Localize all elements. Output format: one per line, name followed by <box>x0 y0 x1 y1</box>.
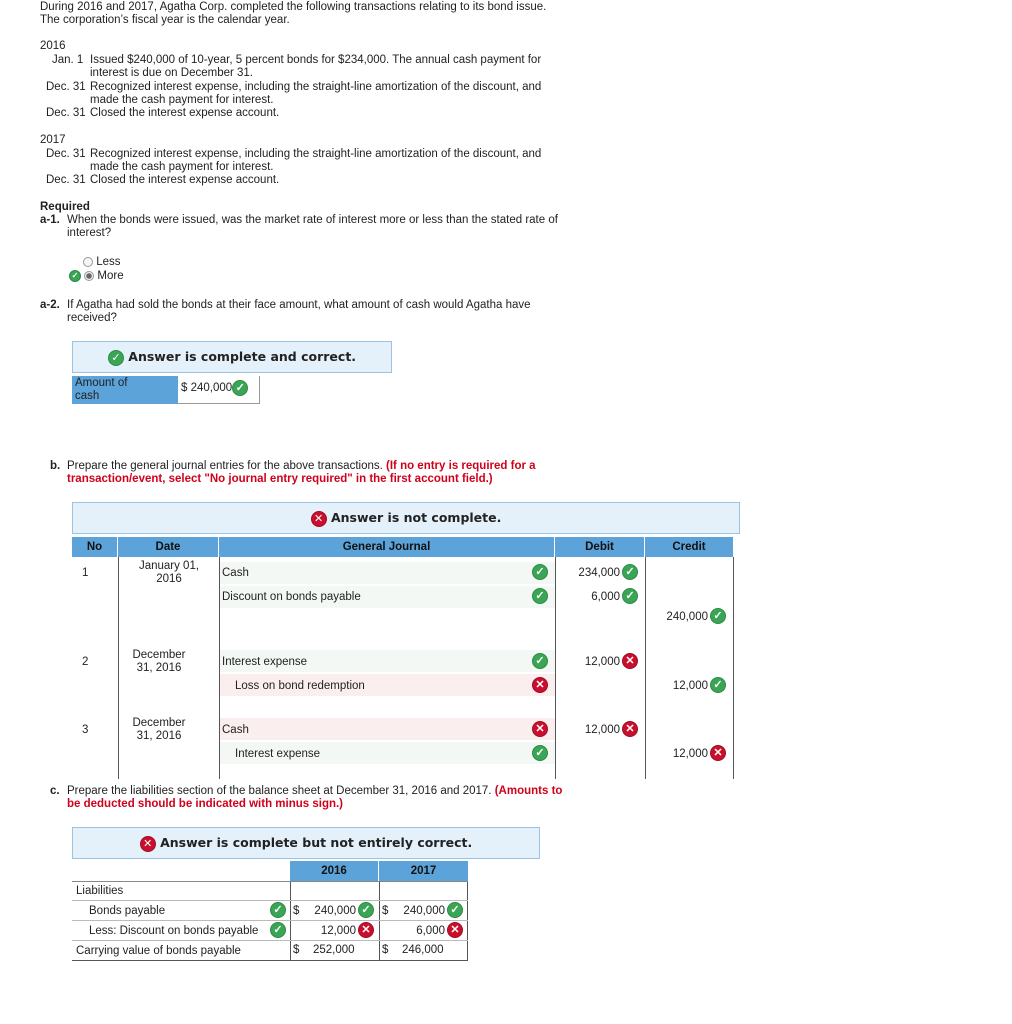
partc-text: Prepare the liabilities section of the balance sheet at December 31, 2016 and 2017. <box>67 785 492 797</box>
a2-status-banner <box>72 341 392 373</box>
partb-instruction <box>67 459 536 473</box>
check-icon: ✓ <box>532 745 548 761</box>
dollar-sign: $ <box>293 944 300 956</box>
radio-less[interactable] <box>83 257 93 267</box>
t2017-1-text: Recognized interest expense, including the straight-line amortization of the discount, and <box>90 148 542 160</box>
journal-credit[interactable]: 12,000 <box>672 748 708 760</box>
entry-3-date: December <box>132 717 186 729</box>
partb-status-text: Answer is not complete. <box>330 510 502 525</box>
entry-1-date: January 01, <box>138 560 200 572</box>
amount-of-cash-label <box>72 376 178 404</box>
option-more[interactable] <box>69 269 124 283</box>
carrying-2016: 252,000 <box>313 944 355 956</box>
discount-2016[interactable]: 12,000 <box>320 925 356 937</box>
journal-account[interactable]: Interest expense <box>235 748 321 760</box>
check-icon: ✓ <box>622 564 638 580</box>
partc-note: (Amounts to <box>494 785 563 797</box>
check-icon: ✓ <box>532 653 548 669</box>
cross-icon: ✕ <box>622 721 638 737</box>
radio-more[interactable] <box>84 271 94 281</box>
partb-note: (If no entry is required for a <box>386 460 536 472</box>
partb-number: b. <box>50 460 61 472</box>
cross-icon: ✕ <box>358 922 374 938</box>
col-debit: Debit <box>555 537 645 557</box>
t2017-1-text-2: made the cash payment for interest. <box>90 161 274 173</box>
col-2017: 2017 <box>379 861 468 881</box>
t2016-1-text: Issued $240,000 of 10-year, 5 percent bonds for $234,000. The annual cash payment for <box>90 54 542 66</box>
bonds-2017[interactable]: 240,000 <box>403 905 445 917</box>
t2016-3-date: Dec. 31 <box>46 107 86 119</box>
t2016-2-date: Dec. 31 <box>46 81 86 93</box>
entry-2-date: December <box>132 649 186 661</box>
dollar-sign: $ <box>382 905 389 917</box>
cross-icon: ✕ <box>622 653 638 669</box>
intro-line-1: During 2016 and 2017, Agatha Corp. completed the following transactions relating to its bond issue. <box>40 1 547 13</box>
check-icon: ✓ <box>532 588 548 604</box>
check-icon: ✓ <box>710 608 726 624</box>
option-less[interactable] <box>83 255 121 269</box>
liabilities-heading: Liabilities <box>76 885 124 897</box>
entry-3-date-2: 31, 2016 <box>136 730 182 742</box>
check-icon: ✓ <box>622 588 638 604</box>
partc-status-text: Answer is complete but not entirely correct. <box>160 835 473 850</box>
col-2016: 2016 <box>290 861 379 881</box>
dollar-sign: $ <box>293 905 300 917</box>
check-icon: ✓ <box>358 902 374 918</box>
col-credit: Credit <box>645 537 733 557</box>
t2016-3-text: Closed the interest expense account. <box>90 107 280 119</box>
carrying-value-label: Carrying value of bonds payable <box>76 945 241 957</box>
cross-icon: ✕ <box>532 721 548 737</box>
check-icon: ✓ <box>447 902 463 918</box>
journal-debit[interactable]: 234,000 <box>578 567 620 579</box>
check-icon: ✓ <box>108 350 124 366</box>
journal-account[interactable]: Cash <box>222 567 249 579</box>
discount-label[interactable]: Less: Discount on bonds payable <box>89 925 259 937</box>
cross-icon: ✕ <box>532 677 548 693</box>
partc-instruction <box>67 784 562 798</box>
amount-of-cash-value: $ 240,000 <box>181 382 233 395</box>
entry-1-date-2: 2016 <box>156 573 182 585</box>
journal-account[interactable]: Cash <box>222 724 249 736</box>
carrying-2017: 246,000 <box>402 944 444 956</box>
partc-number: c. <box>50 785 60 797</box>
discount-2017[interactable]: 6,000 <box>416 925 445 937</box>
partc-status-banner <box>72 827 540 859</box>
amount-label-line-1: Amount of <box>75 377 128 389</box>
cross-icon: ✕ <box>447 922 463 938</box>
col-date: Date <box>118 537 219 557</box>
year-2016-label: 2016 <box>40 40 66 52</box>
cross-icon: ✕ <box>311 511 327 527</box>
check-icon: ✓ <box>270 922 286 938</box>
a2-question-2: received? <box>67 312 117 324</box>
journal-account[interactable]: Loss on bond redemption <box>235 680 365 692</box>
a1-number: a-1. <box>40 214 60 226</box>
year-2017-label: 2017 <box>40 134 66 146</box>
journal-credit[interactable]: 240,000 <box>666 611 708 623</box>
journal-account[interactable]: Interest expense <box>222 656 308 668</box>
check-icon: ✓ <box>69 270 81 282</box>
partc-note-2: be deducted should be indicated with minus sign.) <box>67 798 344 810</box>
partb-text: Prepare the general journal entries for the above transactions. <box>67 460 383 472</box>
amount-of-cash-input[interactable] <box>178 376 260 404</box>
t2017-2-text: Closed the interest expense account. <box>90 174 280 186</box>
required-heading: Required <box>40 201 90 213</box>
partb-note-2: transaction/event, select "No journal entry required" in the first account field.) <box>67 473 493 485</box>
option-less-label: Less <box>96 256 121 268</box>
check-icon: ✓ <box>532 564 548 580</box>
journal-credit[interactable]: 12,000 <box>672 680 708 692</box>
journal-debit[interactable]: 12,000 <box>584 724 620 736</box>
check-icon: ✓ <box>710 677 726 693</box>
t2016-2-text-2: made the cash payment for interest. <box>90 94 274 106</box>
a2-status-text: Answer is complete and correct. <box>128 349 357 364</box>
a1-question: When the bonds were issued, was the market rate of interest more or less than the stated rate of <box>67 214 558 226</box>
entry-2-date-2: 31, 2016 <box>136 662 182 674</box>
check-icon: ✓ <box>232 380 248 396</box>
a2-number: a-2. <box>40 299 60 311</box>
entry-2-no: 2 <box>82 656 89 668</box>
partb-status-banner <box>72 502 740 534</box>
entry-1-no: 1 <box>82 567 89 579</box>
intro-line-2: The corporation’s fiscal year is the calendar year. <box>40 14 290 26</box>
t2017-2-date: Dec. 31 <box>46 174 86 186</box>
t2016-1-date: Jan. 1 <box>52 54 84 66</box>
bonds-payable-label[interactable]: Bonds payable <box>89 905 166 917</box>
journal-debit[interactable]: 6,000 <box>591 591 620 603</box>
option-more-label: More <box>97 270 124 282</box>
a2-question: If Agatha had sold the bonds at their face amount, what amount of cash would Agatha have <box>67 299 531 311</box>
t2016-1-text-2: interest is due on December 31. <box>90 67 254 79</box>
dollar-sign: $ <box>382 944 389 956</box>
journal-debit[interactable]: 12,000 <box>584 656 620 668</box>
col-no: No <box>72 537 118 557</box>
check-icon: ✓ <box>270 902 286 918</box>
cross-icon: ✕ <box>140 836 156 852</box>
cross-icon: ✕ <box>710 745 726 761</box>
t2016-2-text: Recognized interest expense, including the straight-line amortization of the discount, and <box>90 81 542 93</box>
entry-3-no: 3 <box>82 724 89 736</box>
t2017-1-date: Dec. 31 <box>46 148 86 160</box>
amount-label-line-2: cash <box>75 390 100 402</box>
a1-question-2: interest? <box>67 227 112 239</box>
col-general-journal: General Journal <box>219 537 555 557</box>
journal-account[interactable]: Discount on bonds payable <box>222 591 361 603</box>
bonds-2016[interactable]: 240,000 <box>314 905 356 917</box>
